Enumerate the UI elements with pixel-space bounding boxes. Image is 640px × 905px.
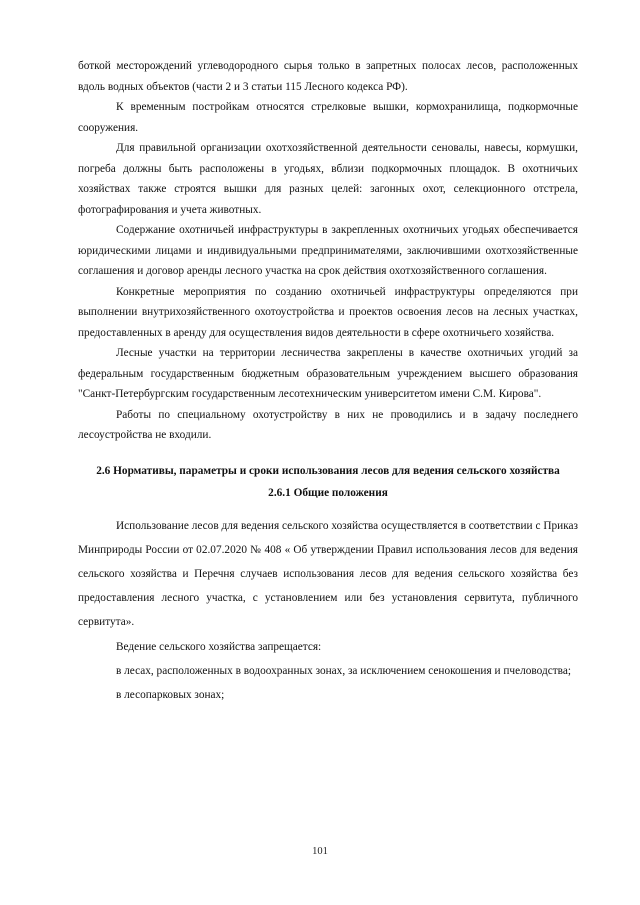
subsection-heading: 2.6.1 Общие положения — [268, 486, 388, 499]
paragraph-prohibited: Ведение сельского хозяйства запрещается: — [116, 640, 322, 653]
paragraph-forest-use: Использование лесов для ведения сельского хозяйства осуществляется в соответствии с Приказ Минприроды России от 02.07.2020 № 408 « Об утверждении Правил использования лесов для ведения сельского хозяйства и Перечня случаев использования лесов для ведения сельского хозяйства без предоставления лесного участка, с установлением или без установления сервитута, публичного сервитута». — [78, 519, 578, 629]
paragraph-continuation: боткой месторождений углеводородного сырья только в запретных полосах лесов, расположенных вдоль водных объектов (части 2 и 3 статьи 115 Лесного кодекса РФ). — [78, 60, 578, 93]
list-item-water-zones: в лесах, расположенных в водоохранных зонах, за исключением сенокошения и пчеловодства; — [116, 664, 572, 677]
paragraph-infrastructure-maintenance: Содержание охотничьей инфраструктуры в закрепленных охотничьих угодьях обеспечивается юридическими лицами и индивидуальными предпринимателями, заключившими охотхозяйственные соглашения и договор аренды лесного участка на срок действия охотхозяйственного соглашения. — [78, 224, 578, 277]
section-heading: 2.6 Нормативы, параметры и сроки использования лесов для ведения сельского хозяйства — [96, 464, 560, 477]
body-text-top — [78, 56, 578, 446]
paragraph-assigned-plots: Лесные участки на территории лесничества закреплены в качестве охотничьих угодий за федеральным государственным бюджетным образовательным учреждением высшего образования "Санкт-Петербургским государственным лесотехническим университетом имени С.М. Кирова". — [78, 347, 578, 400]
body-text-bottom — [78, 514, 578, 708]
paragraph-special-works: Работы по специальному охотустройству в них не проводились и в задачу последнего лесоустройства не входили. — [78, 408, 578, 441]
paragraph-temporary-buildings: К временным постройкам относятся стрелковые вышки, кормохранилища, подкормочные сооружения. — [78, 101, 578, 134]
paragraph-organization: Для правильной организации охотхозяйственной деятельности сеновалы, навесы, кормушки, погреба должны быть расположены в угодьях, вблизи подкормочных площадок. В охотничьих хозяйствах также строятся вышки для разных целей: загонных охот, селекционного отстрела, фотографирования и учета животных. — [78, 142, 578, 216]
paragraph-specific-measures: Конкретные мероприятия по созданию охотничьей инфраструктуры определяются при выполнении внутрихозяйственного охотоустройства и проектов освоения лесов на лесных участках, предоставленных в аренду для осуществления видов деятельности в сфере охотничьего хозяйства. — [78, 285, 578, 339]
document-page — [78, 56, 578, 707]
list-item-forest-park-zones: в лесопарковых зонах; — [116, 688, 225, 701]
page-number: 101 — [312, 846, 328, 857]
